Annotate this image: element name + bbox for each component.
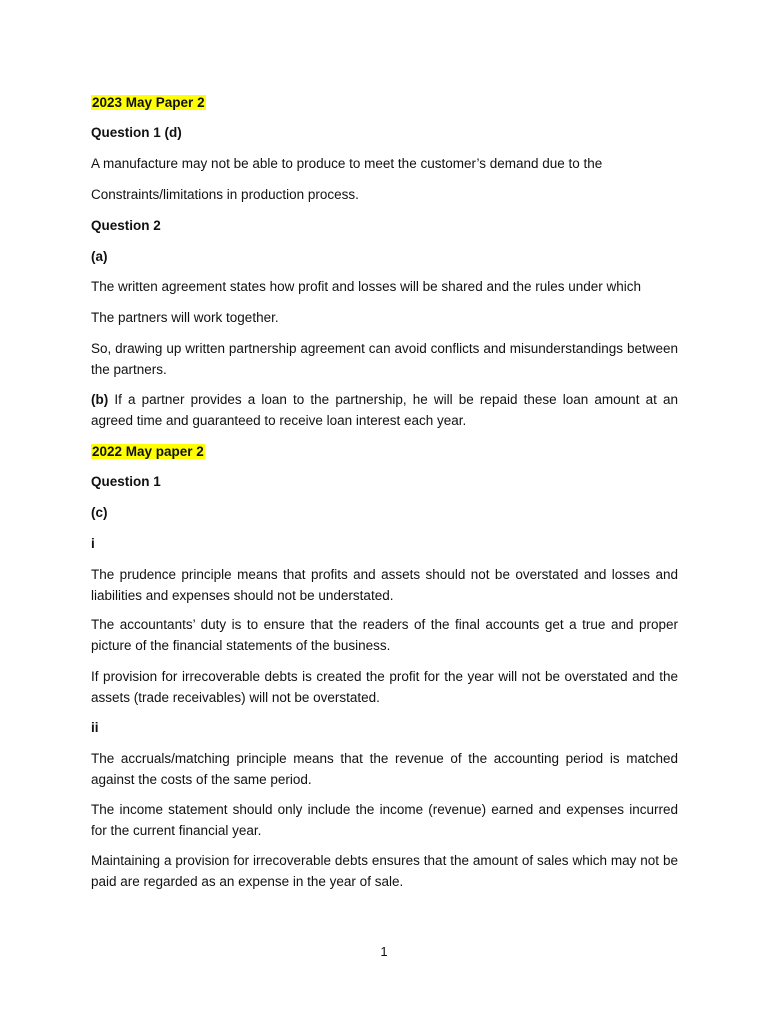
accountants-duty-paragraph: The accountants’ duty is to ensure that the readers of the final accounts get a true and proper picture of the financial statements of the business.	[91, 617, 678, 653]
q2a-label: (a)	[91, 249, 108, 264]
q1d-line-1: A manufacture may not be able to produce to meet the customer’s demand due to the	[91, 156, 603, 171]
q2a-paragraph: So, drawing up written partnership agreement can avoid conflicts and misunderstandings between the partners.	[91, 341, 678, 377]
income-statement-paragraph: The income statement should only include the income (revenue) earned and expenses incurred for the current financial year.	[91, 802, 678, 838]
q2b-label: (b)	[91, 392, 109, 407]
q1c-label: (c)	[91, 505, 108, 520]
highlighted-heading: 2022 May paper 2	[92, 444, 204, 459]
section-heading-2023	[91, 92, 678, 113]
q2b-paragraph	[91, 389, 678, 431]
prudence-paragraph: The prudence principle means that profits and assets should not be overstated and losses and liabilities and expenses should not be understated.	[91, 567, 678, 603]
accruals-paragraph: The accruals/matching principle means that the revenue of the accounting period is matched against the costs of the same period.	[91, 751, 678, 787]
q2a-line-2: The partners will work together.	[91, 310, 279, 325]
section-heading-2022	[91, 441, 678, 462]
question-1d-label: Question 1 (d)	[91, 125, 182, 140]
part-i-label: i	[91, 536, 95, 551]
question-1-label: Question 1	[91, 474, 161, 489]
provision-accruals-paragraph: Maintaining a provision for irrecoverable debts ensures that the amount of sales which may not be paid are regarded as an expense in the year of sale.	[91, 853, 678, 889]
question-2-label: Question 2	[91, 218, 161, 233]
q1d-line-2: Constraints/limitations in production process.	[91, 187, 359, 202]
highlighted-heading: 2023 May Paper 2	[92, 95, 205, 110]
provision-prudence-paragraph: If provision for irrecoverable debts is created the profit for the year will not be overstated and the assets (trade receivables) will not be overstated.	[91, 669, 678, 705]
q2a-line-1: The written agreement states how profit and losses will be shared and the rules under which	[91, 279, 642, 294]
page-number: 1	[380, 944, 388, 959]
q2b-text: If a partner provides a loan to the partnership, he will be repaid these loan amount at an agreed time and guaranteed to receive loan interest each year.	[91, 392, 678, 428]
part-ii-label: ii	[91, 720, 99, 735]
